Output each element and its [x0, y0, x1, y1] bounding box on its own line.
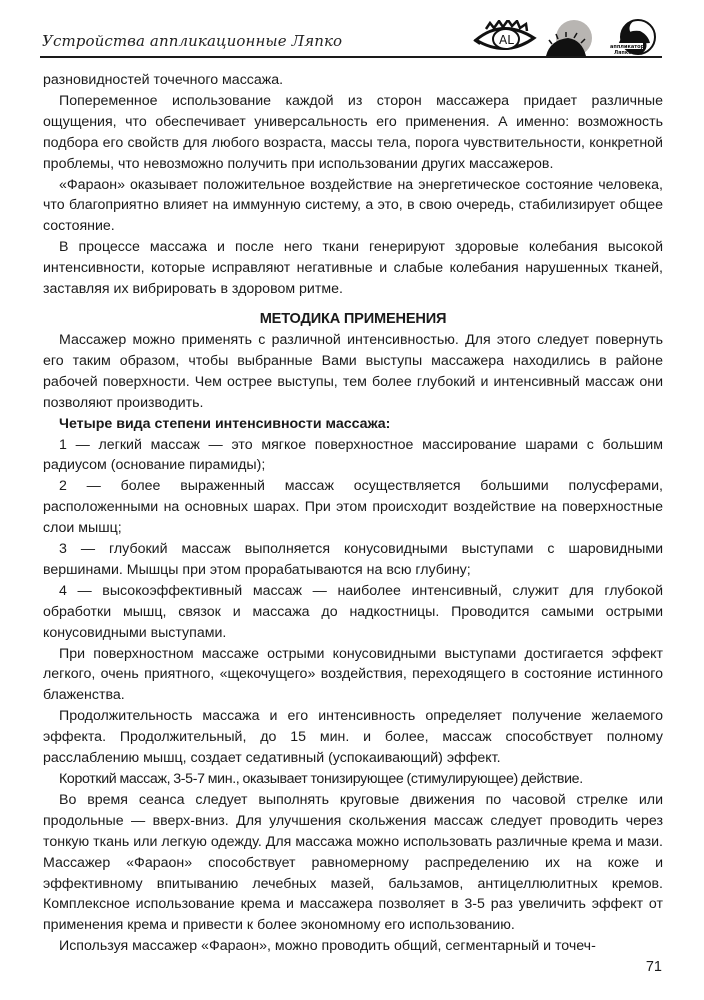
header-rule [40, 56, 662, 58]
running-header [40, 18, 662, 60]
paragraph: «Фараон» оказывает положительное воздействие на энергетическое состояние человека, что благоприятно влияет на иммунную систему, а это, в свою очередь, стабилизирует общее состояние. [43, 176, 663, 235]
intensity-level-item: 1 — легкий массаж — это мягкое поверхностное массирование шарами с большим радиусом (основание пирамиды); [43, 436, 663, 474]
paragraph: Продолжительность массажа и его интенсивность определяет получение желаемого эффекта. Продолжительный, до 15 мин. и более, массаж способствует полному расслаблению мышц, создает седативный (успокаивающий) эффект. [43, 708, 663, 767]
svg-text:аппликатор: аппликатор [610, 44, 645, 50]
paragraph: Короткий массаж, 3-5-7 мин., оказывает тонизирующее (стимулирующее) действие. [59, 771, 583, 787]
paragraph: В процессе массажа и после него ткани генерируют здоровые колебания высокой интенсивности, которые исправляют негативные и слабые колебания нарушенных тканей, заставляя их вибрировать в здоровом ритме. [43, 239, 663, 298]
eye-logo-icon [472, 20, 542, 54]
paragraph: При поверхностном массаже острыми конусовидными выступами достигается эффект легкого, очень приятного, «щекочущего» воздействия, переходящего в состояние истинного блаженства. [43, 645, 663, 704]
intensity-level-item: 2 — более выраженный массаж осуществляется большими полусферами, расположенными на основных шарах. При этом происходит воздействие на поверхностные слои мышц; [43, 478, 663, 537]
yin-yang-applicator-icon [608, 17, 656, 57]
sun-hedgehog-icon [542, 18, 592, 56]
brand-logos [472, 18, 662, 56]
paragraph: разновидностей точечного массажа. [43, 72, 284, 88]
intensity-level-item: 4 — высокоэффективный массаж — наиболее интенсивный, служит для глубокой обработки мышц, связок и массажа до надкостницы. Проводится самыми острыми конусовидными выступами. [43, 582, 663, 641]
svg-text:AL: AL [499, 33, 514, 47]
paragraph: Используя массажер «Фараон», можно проводить общий, сегментарный и точеч- [59, 938, 596, 955]
paragraph: Массажер можно применять с различной интенсивностью. Для этого следует повернуть его таким образом, чтобы выбранные Вами выступы массажера находились в районе рабочей поверхности. Чем острее выступы, тем более глубокий и интенсивный массаж они позволяют производить. [43, 331, 663, 411]
page-number: 71 [645, 959, 662, 975]
svg-text:Ляпко: Ляпко [614, 50, 632, 56]
page-body [43, 70, 663, 957]
subheading: Четыре вида степени интенсивности массажа: [59, 415, 391, 432]
intensity-level-item: 3 — глубокий массаж выполняется конусовидными выступами с шаровидными вершинами. Мышцы при этом прорабатываются на всю глубину; [43, 541, 663, 578]
paragraph: Попеременное использование каждой из сторон массажера придает различные ощущения, что обеспечивает универсальность его применения. А именно: возможность подбора его свойств для любого возраста, массы тела, порога чувствительности, конкретной проблемы, что невозможно получить при использовании других массажеров. [43, 92, 663, 172]
section-heading: МЕТОДИКА ПРИМЕНЕНИЯ [259, 310, 447, 327]
paragraph: Во время сеанса следует выполнять круговые движения по часовой стрелке или продольные — вверх-вниз. Для улучшения скольжения массаж следует проводить через тонкую ткань или легкую одежду. Для массажа можно использовать различные крема и мази. Массажер «Фараон» способствует равномерному распределению их на коже и эффективному впитыванию лечебных мазей, бальзамов, антицеллюлитных кремов. Комплексное использование крема и массажера позволяет в 3-5 раз увеличить эффект от применения крема и привести к более экономному его использованию. [43, 791, 663, 934]
header-title: Устройства аппликационные Ляпко [42, 32, 343, 50]
